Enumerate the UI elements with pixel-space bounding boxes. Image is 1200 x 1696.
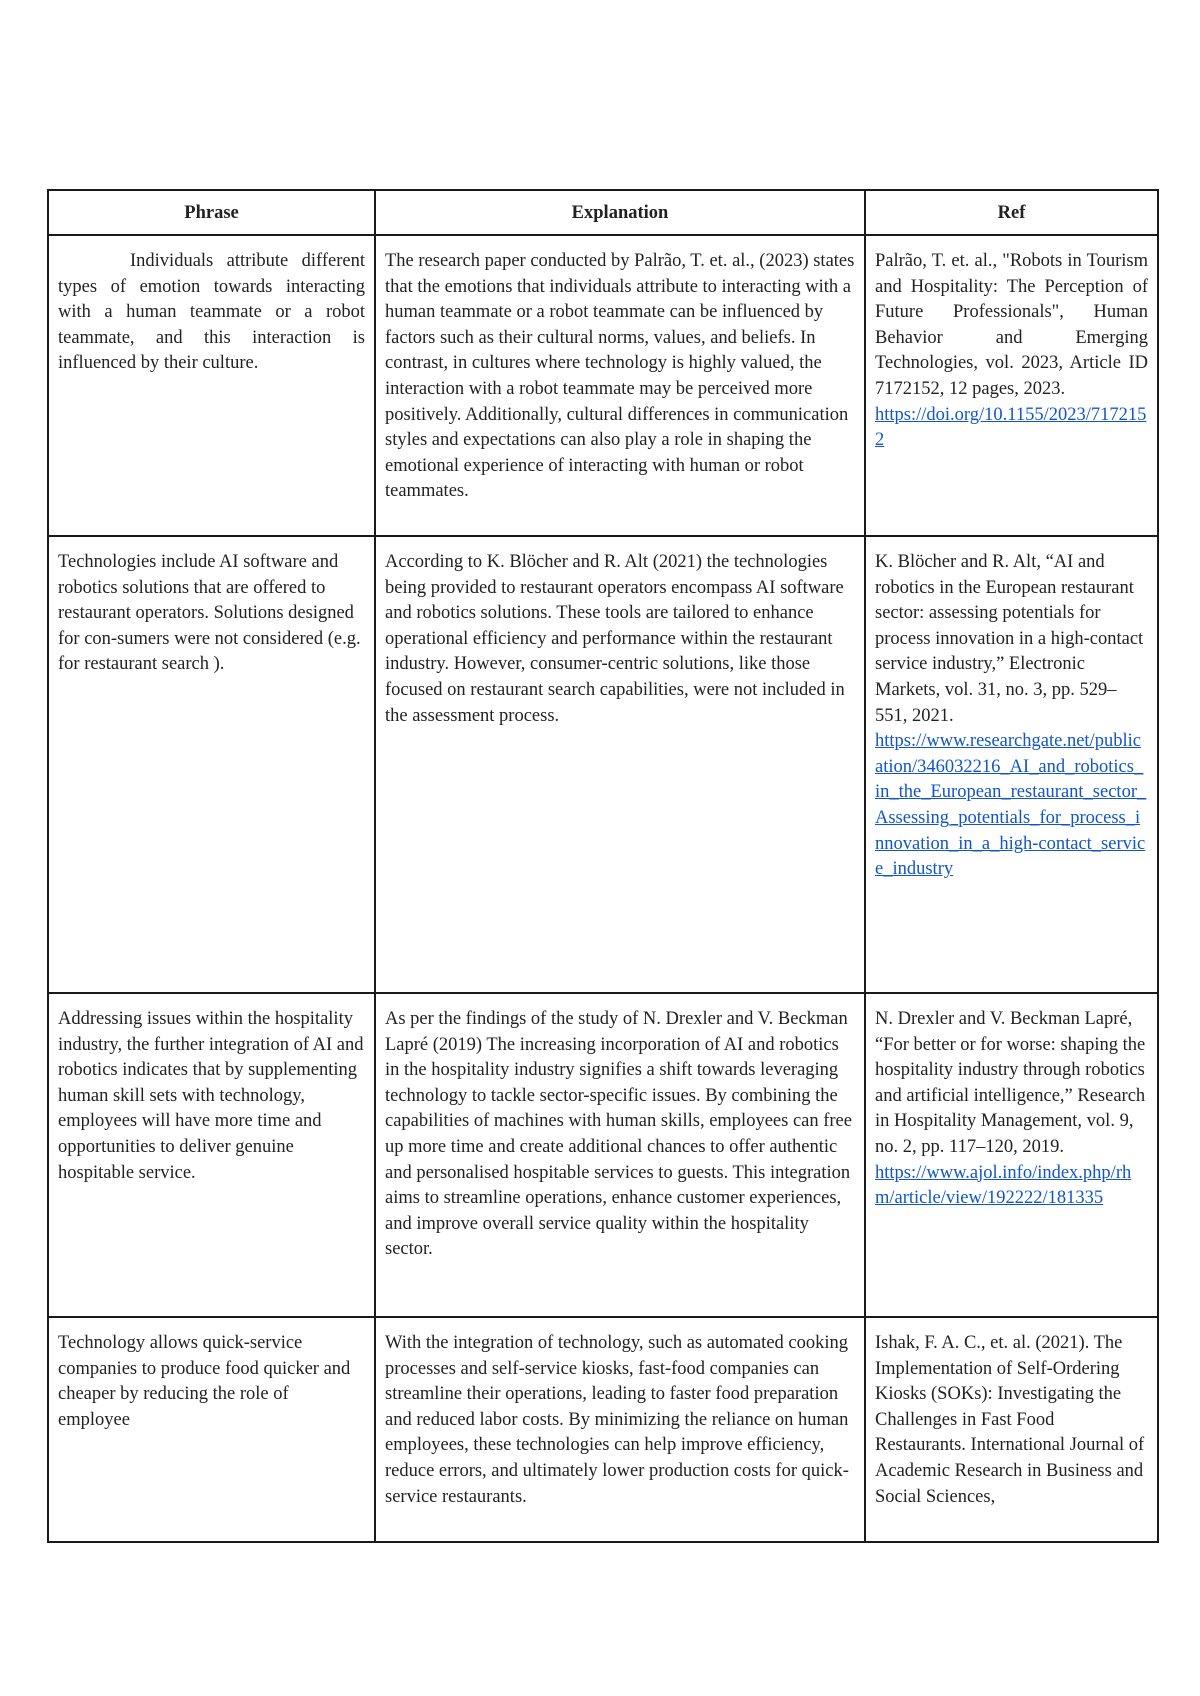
explanation-cell: According to K. Blöcher and R. Alt (2021) the technologies being provided to restaurant operators encompass AI software and robotics solutions. These tools are tailored to enhance operational efficiency and performance within the restaurant industry. However, consumer-centric solutions, like those focused on restaurant search capabilities, were not included in the assessment process.	[375, 536, 865, 993]
ref-link[interactable]: https://www.ajol.info/index.php/rhm/article/view/192222/181335	[875, 1162, 1132, 1209]
table-row	[48, 235, 1158, 536]
phrase-cell: Individuals attribute different types of emotion towards interacting with a human teammate or a robot teammate, and this interaction is influenced by their culture.	[48, 235, 375, 536]
table-row	[48, 536, 1158, 993]
ref-cell	[865, 1317, 1158, 1542]
table-row	[48, 993, 1158, 1317]
ref-text: K. Blöcher and R. Alt, “AI and robotics in the European restaurant sector: assessing potentials for process innovation in a high-contact service industry,” Electronic Markets, vol. 31, no. 3, pp. 529–551, 2021.	[875, 552, 1144, 726]
phrase-cell: Technologies include AI software and robotics solutions that are offered to restaurant operators. Solutions designed for con-sumers were not considered (e.g. for restaurant search ).	[48, 536, 375, 993]
ref-cell	[865, 993, 1158, 1317]
ref-text: N. Drexler and V. Beckman Lapré, “For better or for worse: shaping the hospitality industry through robotics and artificial intelligence,” Research in Hospitality Management, vol. 9, no. 2, pp. 117–120, 2019.	[875, 1009, 1146, 1157]
ref-link[interactable]: https://doi.org/10.1155/2023/7172152	[875, 404, 1147, 451]
explanation-cell: As per the findings of the study of N. Drexler and V. Beckman Lapré (2019) The increasing incorporation of AI and robotics in the hospitality industry signifies a shift towards leveraging technology to tackle sector-specific issues. By combining the capabilities of machines with human skills, employees can free up more time and create additional chances to offer authentic and personalised hospitable services to guests. This integration aims to streamline operations, enhance customer experiences, and improve overall service quality within the hospitality sector.	[375, 993, 865, 1317]
header-phrase: Phrase	[48, 190, 375, 235]
ref-link[interactable]: https://www.researchgate.net/publication/346032216_AI_and_robotics_in_the_European_restaurant_sector_Assessing_potentials_for_process_innovation_in_a_high-contact_service_industry	[875, 731, 1147, 880]
phrase-cell: Addressing issues within the hospitality industry, the further integration of AI and robotics indicates that by supplementing human skill sets with technology, employees will have more time and opportunities to deliver genuine hospitable service.	[48, 993, 375, 1317]
header-ref: Ref	[865, 190, 1158, 235]
table-header-row	[48, 190, 1158, 235]
header-explanation: Explanation	[375, 190, 865, 235]
ref-text: Palrão, T. et. al., "Robots in Tourism and Hospitality: The Perception of Future Professionals", Human Behavior and Emerging Technologies, vol. 2023, Article ID 7172152, 12 pages, 2023.	[875, 251, 1148, 399]
explanation-cell: With the integration of technology, such as automated cooking processes and self-service kiosks, fast-food companies can streamline their operations, leading to faster food preparation and reduced labor costs. By minimizing the reliance on human employees, these technologies can help improve efficiency, reduce errors, and ultimately lower production costs for quick-service restaurants.	[375, 1317, 865, 1542]
reference-table	[47, 189, 1159, 1543]
ref-cell	[865, 536, 1158, 993]
table-row	[48, 1317, 1158, 1542]
ref-cell	[865, 235, 1158, 536]
ref-text: Ishak, F. A. C., et. al. (2021). The Implementation of Self-Ordering Kiosks (SOKs): Investigating the Challenges in Fast Food Restaurants. International Journal of Academic Research in Business and Social Sciences,	[875, 1333, 1145, 1507]
explanation-cell: The research paper conducted by Palrão, T. et. al., (2023) states that the emotions that individuals attribute to interacting with a human teammate or a robot teammate can be influenced by factors such as their cultural norms, values, and beliefs. In contrast, in cultures where technology is highly valued, the interaction with a robot teammate may be perceived more positively. Additionally, cultural differences in communication styles and expectations can also play a role in shaping the emotional experience of interacting with human or robot teammates.	[375, 235, 865, 536]
phrase-cell: Technology allows quick-service companies to produce food quicker and cheaper by reducing the role of employee	[48, 1317, 375, 1542]
